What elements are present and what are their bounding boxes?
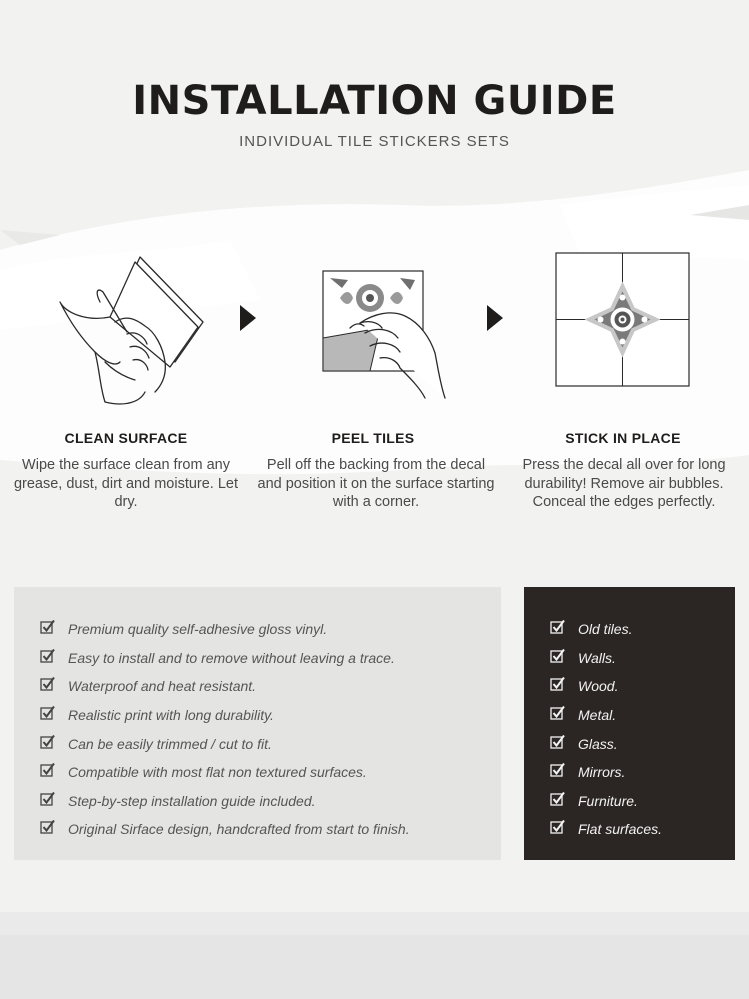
step-1-title: CLEAN SURFACE (64, 430, 188, 446)
surface-item (550, 701, 662, 730)
step-2-title: PEEL TILES (331, 430, 415, 446)
feature-item (40, 672, 410, 701)
hand-peeling-tile-icon (320, 268, 455, 403)
surface-text: Glass. (578, 735, 618, 752)
feature-text: Waterproof and heat resistant. (68, 678, 257, 695)
checkbox-checked-icon (40, 705, 56, 721)
checkbox-checked-icon (550, 619, 566, 635)
feature-item (40, 701, 410, 730)
surface-item (550, 758, 662, 787)
feature-item (40, 644, 410, 673)
page-title: INSTALLATION GUIDE (132, 78, 617, 124)
surface-item (550, 615, 662, 644)
surface-text: Metal. (578, 707, 617, 724)
surface-text: Old tiles. (578, 621, 633, 638)
checkbox-checked-icon (550, 705, 566, 721)
arrow-right-icon (238, 303, 258, 333)
surfaces-panel (524, 587, 735, 860)
checkbox-checked-icon (40, 734, 56, 750)
arrow-right-icon (485, 303, 505, 333)
checkbox-checked-icon (550, 791, 566, 807)
hand-wiping-cloth-icon (55, 252, 210, 412)
feature-item (40, 815, 410, 844)
checkbox-checked-icon (550, 734, 566, 750)
surface-item (550, 672, 662, 701)
surface-text: Furniture. (578, 792, 638, 809)
surface-text: Walls. (578, 649, 616, 666)
checkbox-checked-icon (550, 676, 566, 692)
footer-band-lower (0, 935, 749, 999)
checkbox-checked-icon (40, 762, 56, 778)
checkbox-checked-icon (40, 619, 56, 635)
checkbox-checked-icon (40, 819, 56, 835)
feature-text: Compatible with most flat non textured surfaces. (68, 764, 367, 781)
tile-grid-decal-icon (555, 252, 691, 388)
surface-text: Wood. (578, 678, 619, 695)
surface-text: Mirrors. (578, 764, 626, 781)
checkbox-checked-icon (550, 819, 566, 835)
checkbox-checked-icon (40, 676, 56, 692)
feature-item (40, 615, 410, 644)
feature-text: Step-by-step installation guide included. (68, 792, 316, 809)
feature-item (40, 758, 410, 787)
feature-text: Realistic print with long durability. (68, 707, 274, 724)
surface-text: Flat surfaces. (578, 821, 663, 838)
step-1-description: Wipe the surface clean from any grease, dust, dirt and moisture. Let dry. (13, 457, 239, 510)
checkbox-checked-icon (40, 791, 56, 807)
step-2-description: Pell off the backing from the decal and position it on the surface starting with a corner. (257, 457, 495, 510)
feature-text: Original Sirface design, handcrafted from start to finish. (68, 821, 410, 838)
feature-text: Can be easily trimmed / cut to fit. (68, 735, 272, 752)
feature-item (40, 787, 410, 816)
page-subtitle: INDIVIDUAL TILE STICKERS SETS (239, 133, 510, 150)
surface-item (550, 644, 662, 673)
step-3-description: Press the decal all over for long durability! Remove air bubbles. Conceal the edges perfectly. (522, 457, 726, 510)
surface-item (550, 815, 662, 844)
checkbox-checked-icon (40, 648, 56, 664)
feature-text: Premium quality self-adhesive gloss vinyl. (68, 621, 328, 638)
feature-text: Easy to install and to remove without leaving a trace. (68, 649, 395, 666)
features-panel (14, 587, 501, 860)
feature-item (40, 729, 410, 758)
surface-item (550, 787, 662, 816)
surfaces-list (550, 615, 662, 844)
surface-item (550, 729, 662, 758)
step-3-title: STICK IN PLACE (565, 430, 681, 446)
checkbox-checked-icon (550, 648, 566, 664)
features-list (40, 615, 410, 844)
checkbox-checked-icon (550, 762, 566, 778)
